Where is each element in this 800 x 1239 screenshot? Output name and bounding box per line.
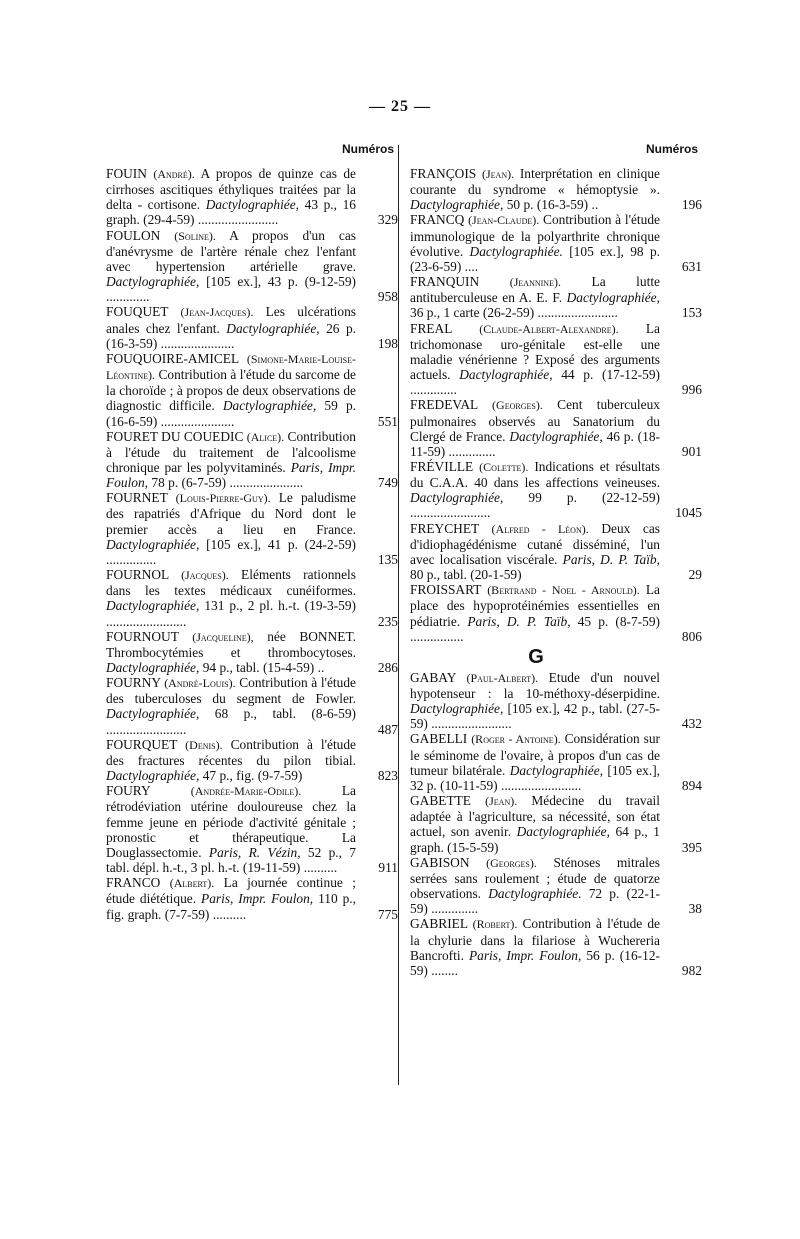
entry-number: 198 [377, 335, 398, 351]
entry-publisher: Paris, D. P. Taïb, [467, 613, 571, 629]
entry-details: 44 p. (17-12-59) .............. [410, 367, 660, 398]
entry-text [106, 875, 358, 921]
entry-title: La trichomonase uro-génitale est-elle une maladie vénérienne ? Exposé des arguments actuels. [410, 320, 660, 383]
entry-number: 996 [681, 382, 702, 398]
entry-author-firstname: (Jacqueline), [192, 629, 254, 644]
entry-publisher: Dactylographiée. [469, 243, 563, 259]
entry-author-firstname: (Jeannine). [509, 275, 561, 290]
entry-author-name: FOURQUET [106, 736, 178, 752]
entry-number: 38 [688, 901, 702, 917]
entry-title: Interprétation en clinique courante du syndrome « hémoptysie ». [410, 166, 660, 198]
entry-text [410, 916, 662, 978]
entry-details: 99 p. (22-12-59) ........................ [410, 490, 660, 521]
bibliography-entry [410, 731, 702, 793]
entry-author-firstname: (Paul-Albert). [466, 670, 539, 685]
entry-details: 131 p., 2 pl. h.-t. (19-3-59) ........................ [106, 598, 356, 629]
entry-author-name: GABETTE [410, 793, 471, 809]
entry-list [106, 166, 398, 922]
entry-title: Contribution à l'étude de la chylurie dans la filariose à Wuchereria Bancrofti. [410, 916, 660, 963]
entry-text [410, 397, 662, 459]
entry-publisher: Paris, Impr. Foulon, [201, 891, 314, 907]
entry-number: 958 [377, 289, 398, 305]
entry-author-firstname: (Roger - Antoine). [471, 732, 561, 747]
entry-details: 68 p., tabl. (8-6-59) ........................ [106, 706, 356, 737]
bibliography-entry [106, 629, 398, 675]
bibliography-entry [410, 459, 702, 521]
entry-details: [105 ex.], 41 p. (24-2-59) ............... [106, 536, 356, 567]
entry-title: Contribution à l'étude du traitement de l'alcoolisme chronique par les polyvitaminés. [106, 428, 356, 475]
entry-publisher: Dactylographiée. [488, 886, 582, 902]
entry-list [410, 670, 702, 978]
entry-title: Les ulcérations anales chez l'enfant. [106, 304, 356, 336]
entry-text [410, 166, 662, 212]
entry-text [410, 670, 662, 732]
entry-number: 286 [377, 660, 398, 675]
entry-publisher: Dactylographiée, [106, 274, 200, 290]
entry-author-name: GABELLI [410, 731, 468, 747]
bibliography-entry [106, 737, 398, 783]
entry-publisher: Dactylographiée, [106, 598, 200, 614]
entry-author-name: FREDEVAL [410, 397, 478, 413]
entry-author-firstname: (Colette). [479, 459, 529, 474]
entry-author-firstname: (Claude-Albert-Alexandre). [479, 321, 619, 336]
entry-title: La place des hypoprotéinémies essentielles en pédiatrie. [410, 582, 660, 629]
bibliography-entry [410, 670, 702, 732]
bibliography-entry [410, 521, 702, 583]
entry-author-firstname: (Louis-Pierre-Guy). [175, 491, 271, 506]
entry-publisher: Paris, Impr. Foulon, [106, 459, 356, 491]
bibliography-entry [106, 304, 398, 350]
entry-text [410, 521, 662, 583]
entry-author-name: FOURNY [106, 675, 161, 691]
entry-publisher: Dactylographiée, [222, 398, 317, 414]
entry-number: 395 [681, 839, 702, 855]
entry-title: Indications et résultats du C.A.A. 40 dans les affections veineuses. [410, 458, 660, 491]
entry-details: [105 ex.], 42 p., tabl. (27-5-59) ........................ [410, 701, 660, 732]
entry-author-firstname: (André). [153, 167, 195, 181]
entry-author-name: FRÉVILLE [410, 458, 474, 474]
entry-author-name: FOUQUET [106, 304, 169, 320]
bibliography-entry [410, 166, 702, 212]
bibliography-entry [106, 429, 398, 491]
entry-author-name: FOUQUOIRE-AMICEL [106, 350, 239, 366]
entry-details: 26 p. (16-3-59) ...................... [106, 320, 356, 351]
entry-number: 894 [681, 777, 702, 793]
entry-text [410, 459, 662, 521]
entry-publisher: Dactylographiée, [106, 536, 200, 552]
entry-title: Deux cas d'idiophagédénisme cutané disséminé, l'un avec localisation viscérale. [410, 520, 660, 567]
bibliography-entry [106, 228, 398, 305]
section-letter: G [528, 645, 544, 668]
entry-details: 72 p. (22-1-59) .............. [410, 886, 660, 917]
entry-number: 235 [377, 613, 398, 629]
entry-title: Sténoses mitrales serrées sans roulement ; étude de quatorze observations. [410, 854, 660, 902]
entry-author-name: FRANQUIN [410, 274, 480, 290]
entry-title: Cent tuberculeux pulmonaires observés au Sanatorium du Clergé de France. [410, 397, 660, 444]
entry-publisher: Dactylographiée, [516, 824, 610, 840]
entry-author-name: GABISON [410, 854, 470, 870]
left-column [106, 142, 398, 922]
bibliography-entry [106, 567, 398, 629]
entry-details: 45 p. (8-7-59) ................ [410, 613, 660, 644]
entry-title: née BONNET. Thrombocytémies et thrombocytoses. [106, 628, 356, 660]
bibliography-entry [410, 212, 702, 274]
entry-details: 43 p., 16 graph. (29-4-59) ........................ [106, 197, 356, 228]
bibliography-entry [106, 783, 398, 875]
entry-details: 47 p., fig. (9-7-59) [202, 768, 303, 784]
entry-publisher: Dactylographiée, [410, 490, 504, 506]
entry-title: Le paludisme des rapatriés d'Afrique du Nord dont le premier accès a lieu en France. [106, 490, 356, 537]
entry-title: Eléments rationnels dans les textes médicaux cunéiformes. [106, 567, 356, 599]
column-header: Numéros [341, 142, 394, 156]
bibliography-entry [410, 916, 702, 978]
entry-author-firstname: (Simone-Marie-Louise-Léontine). [106, 351, 356, 383]
entry-number: 982 [681, 962, 702, 978]
bibliography-entry [106, 166, 398, 228]
entry-details: 110 p., fig. graph. (7-7-59) .......... [106, 891, 356, 922]
entry-publisher: Dactylographiée, [509, 428, 603, 444]
bibliography-entry [106, 351, 398, 429]
entry-title: Contribution à l'étude des fractures récentes du pilon tibial. [106, 736, 356, 768]
entry-author-firstname: (Bertrand - Noel - Arnould). [487, 583, 640, 598]
entry-author-firstname: (Albert). [169, 876, 215, 891]
entry-number: 1045 [675, 505, 702, 521]
entry-title: A propos de quinze cas de cirrhoses ascitiques éthyliques traitées par la delta - cortisone. [106, 166, 356, 213]
entry-author-name: FOULON [106, 227, 161, 243]
entry-author-name: FOURNOUT [106, 628, 179, 644]
bibliography-entry [410, 321, 702, 398]
entry-text [106, 429, 358, 491]
entry-text [106, 675, 358, 737]
entry-publisher: Dactylographiée, [410, 197, 504, 213]
column-header: Numéros [645, 142, 698, 156]
entry-author-firstname: (Jacques). [181, 568, 229, 583]
entry-text [106, 166, 358, 228]
entry-title: Contribution à l'étude des tuberculoses du segment de Fowler. [106, 675, 356, 707]
entry-number: 911 [378, 860, 398, 876]
entry-details: 59 p. (16-6-59) ...................... [106, 398, 356, 429]
entry-author-firstname: (Jean). [485, 794, 518, 809]
entry-title: Considération sur le séminome de l'ovaire, à propos d'un cas de tumeur bilatérale. [410, 731, 660, 778]
entry-publisher: Dactylographiée, [566, 290, 660, 306]
entry-author-firstname: (André-Louis). [164, 676, 236, 691]
entry-details: 52 p., 7 tabl. dépl. h.-t., 3 pl. h.-t. (19-11-59) .......... [106, 844, 356, 876]
bibliography-entry [106, 875, 398, 921]
entry-author-firstname: (Soline). [174, 228, 216, 243]
entry-publisher: Paris, D. P. Taïb, [562, 551, 660, 567]
entry-number: 432 [681, 716, 702, 732]
entry-number: 551 [377, 413, 398, 429]
entry-author-firstname: (Georges). [492, 398, 543, 413]
entry-publisher: Dactylographiée, [106, 660, 200, 675]
entry-author-name: FRANÇOIS [410, 166, 477, 181]
entry-author-firstname: (Alfred - Léon). [491, 521, 589, 536]
entry-author-firstname: (Georges). [486, 855, 537, 870]
entry-author-name: FOURNOL [106, 567, 169, 583]
entry-details: 46 p. (18-11-59) .............. [410, 428, 660, 459]
entry-details: 78 p. (6-7-59) ...................... [151, 475, 304, 491]
entry-publisher: Dactylographiée, [509, 762, 604, 778]
entry-details: 80 p., tabl. (20-1-59) [410, 567, 522, 583]
entry-author-name: FREYCHET [410, 520, 479, 536]
entry-text [410, 274, 662, 320]
entry-text [106, 490, 358, 567]
entry-number: 196 [681, 197, 702, 213]
entry-title: La lutte antituberculeuse en A. E. F. [410, 274, 660, 306]
entry-title: La journée continue ; étude diététique. [106, 875, 356, 907]
column-divider [398, 145, 399, 1085]
entry-author-firstname: (Jean-Claude). [468, 213, 540, 228]
entry-title: A propos d'un cas d'anévrysme de l'artère rénale chez l'enfant avec hypertension artérielle grave. [106, 227, 356, 274]
entry-details: [105 ex.], 32 p. (10-11-59) ........................ [410, 762, 660, 793]
entry-title: Etude d'un nouvel hypotenseur : la 10-méthoxy-déserpidine. [410, 669, 660, 701]
entry-publisher: Dactylographiée, [205, 197, 300, 213]
entry-publisher: Dactylographiée, [226, 320, 320, 336]
bibliography-entry [410, 274, 702, 320]
bibliography-entry [106, 490, 398, 567]
entry-author-name: FREAL [410, 320, 452, 336]
entry-number: 775 [377, 906, 398, 922]
entry-details: 64 p., 1 graph. (15-5-59) [410, 824, 660, 855]
entry-details: 94 p., tabl. (15-4-59) .. [202, 660, 325, 675]
entry-author-firstname: (Jean). [481, 167, 515, 181]
entry-text [106, 351, 358, 429]
entry-author-name: FOUIN [106, 166, 147, 181]
entry-number: 901 [681, 443, 702, 459]
bibliography-entry [410, 397, 702, 459]
entry-author-name: GABRIEL [410, 916, 468, 932]
entry-number: 631 [681, 258, 702, 274]
entry-text [410, 793, 662, 855]
entry-author-name: GABAY [410, 669, 456, 685]
entry-text [410, 321, 662, 398]
entry-text [106, 783, 358, 875]
entry-number: 749 [377, 475, 398, 491]
entry-text [410, 582, 662, 644]
bibliography-entry [410, 582, 702, 644]
entry-details: [105 ex.], 43 p. (9-12-59) ............. [106, 274, 356, 305]
bibliography-entry [106, 675, 398, 737]
entry-author-name: FRANCO [106, 875, 161, 891]
entry-publisher: Dactylographiée, [106, 768, 200, 784]
entry-author-name: FROISSART [410, 582, 482, 598]
entry-details: [105 ex.], 98 p. (23-6-59) .... [410, 243, 660, 274]
entry-text [106, 304, 358, 350]
entry-text [410, 212, 662, 274]
entry-list [410, 166, 702, 644]
entry-author-firstname: (Jean-Jacques). [180, 305, 254, 320]
entry-number: 487 [377, 721, 398, 737]
right-column [410, 142, 702, 978]
entry-number: 806 [681, 628, 702, 644]
entry-text [410, 731, 662, 793]
page-number: — 25 — [369, 98, 431, 115]
entry-author-name: FOURY [106, 783, 151, 799]
entry-details: 50 p. (16-3-59) .. [506, 197, 599, 213]
entry-publisher: Dactylographiée, [106, 706, 200, 722]
entry-number: 153 [681, 305, 702, 321]
entry-text [106, 567, 358, 629]
entry-publisher: Dactylographiée, [459, 367, 553, 383]
bibliography-entry [410, 793, 702, 855]
entry-author-name: FOURNET [106, 490, 168, 506]
entry-number: 823 [377, 768, 398, 784]
entry-author-firstname: (Denis). [185, 737, 223, 752]
entry-title: La rétrodéviation utérine douloureuse chez la femme jeune en période d'activité génitale ; pronostic et thérapeutique. La Douglassectomie. [106, 783, 356, 860]
entry-number: 135 [377, 551, 398, 567]
entry-publisher: Dactylographiée, [410, 701, 504, 717]
entry-title: Contribution à l'étude du sarcome de la choroïde ; à propos de deux observations de diagnostic difficile. [106, 367, 356, 414]
entry-publisher: Paris, Impr. Foulon, [468, 947, 582, 963]
entry-text [106, 629, 358, 675]
bibliography-entry [410, 855, 702, 917]
entry-author-firstname: (Robert). [472, 917, 518, 932]
entry-author-name: FOURET DU COUEDIC [106, 428, 244, 444]
entry-number: 329 [377, 212, 398, 228]
entry-author-name: FRANCQ [410, 212, 465, 228]
entry-text [106, 228, 358, 305]
entry-details: 56 p. (16-12-59) ........ [410, 947, 660, 978]
entry-author-firstname: (Alice). [246, 429, 285, 444]
entry-title: Médecine du travail adaptée à l'agriculture, sa nécessité, son état actuel, son avenir. [410, 793, 660, 840]
entry-author-firstname: (Andrée-Marie-Odile). [190, 784, 302, 799]
entry-title: Contribution à l'étude immunologique de la polyarthrite chronique évolutive. [410, 212, 660, 259]
entry-text [410, 855, 662, 917]
entry-details: 36 p., 1 carte (26-2-59) ........................ [410, 305, 618, 321]
entry-text [106, 737, 358, 783]
entry-publisher: Paris, R. Vézin, [208, 844, 301, 860]
entry-number: 29 [688, 567, 702, 583]
